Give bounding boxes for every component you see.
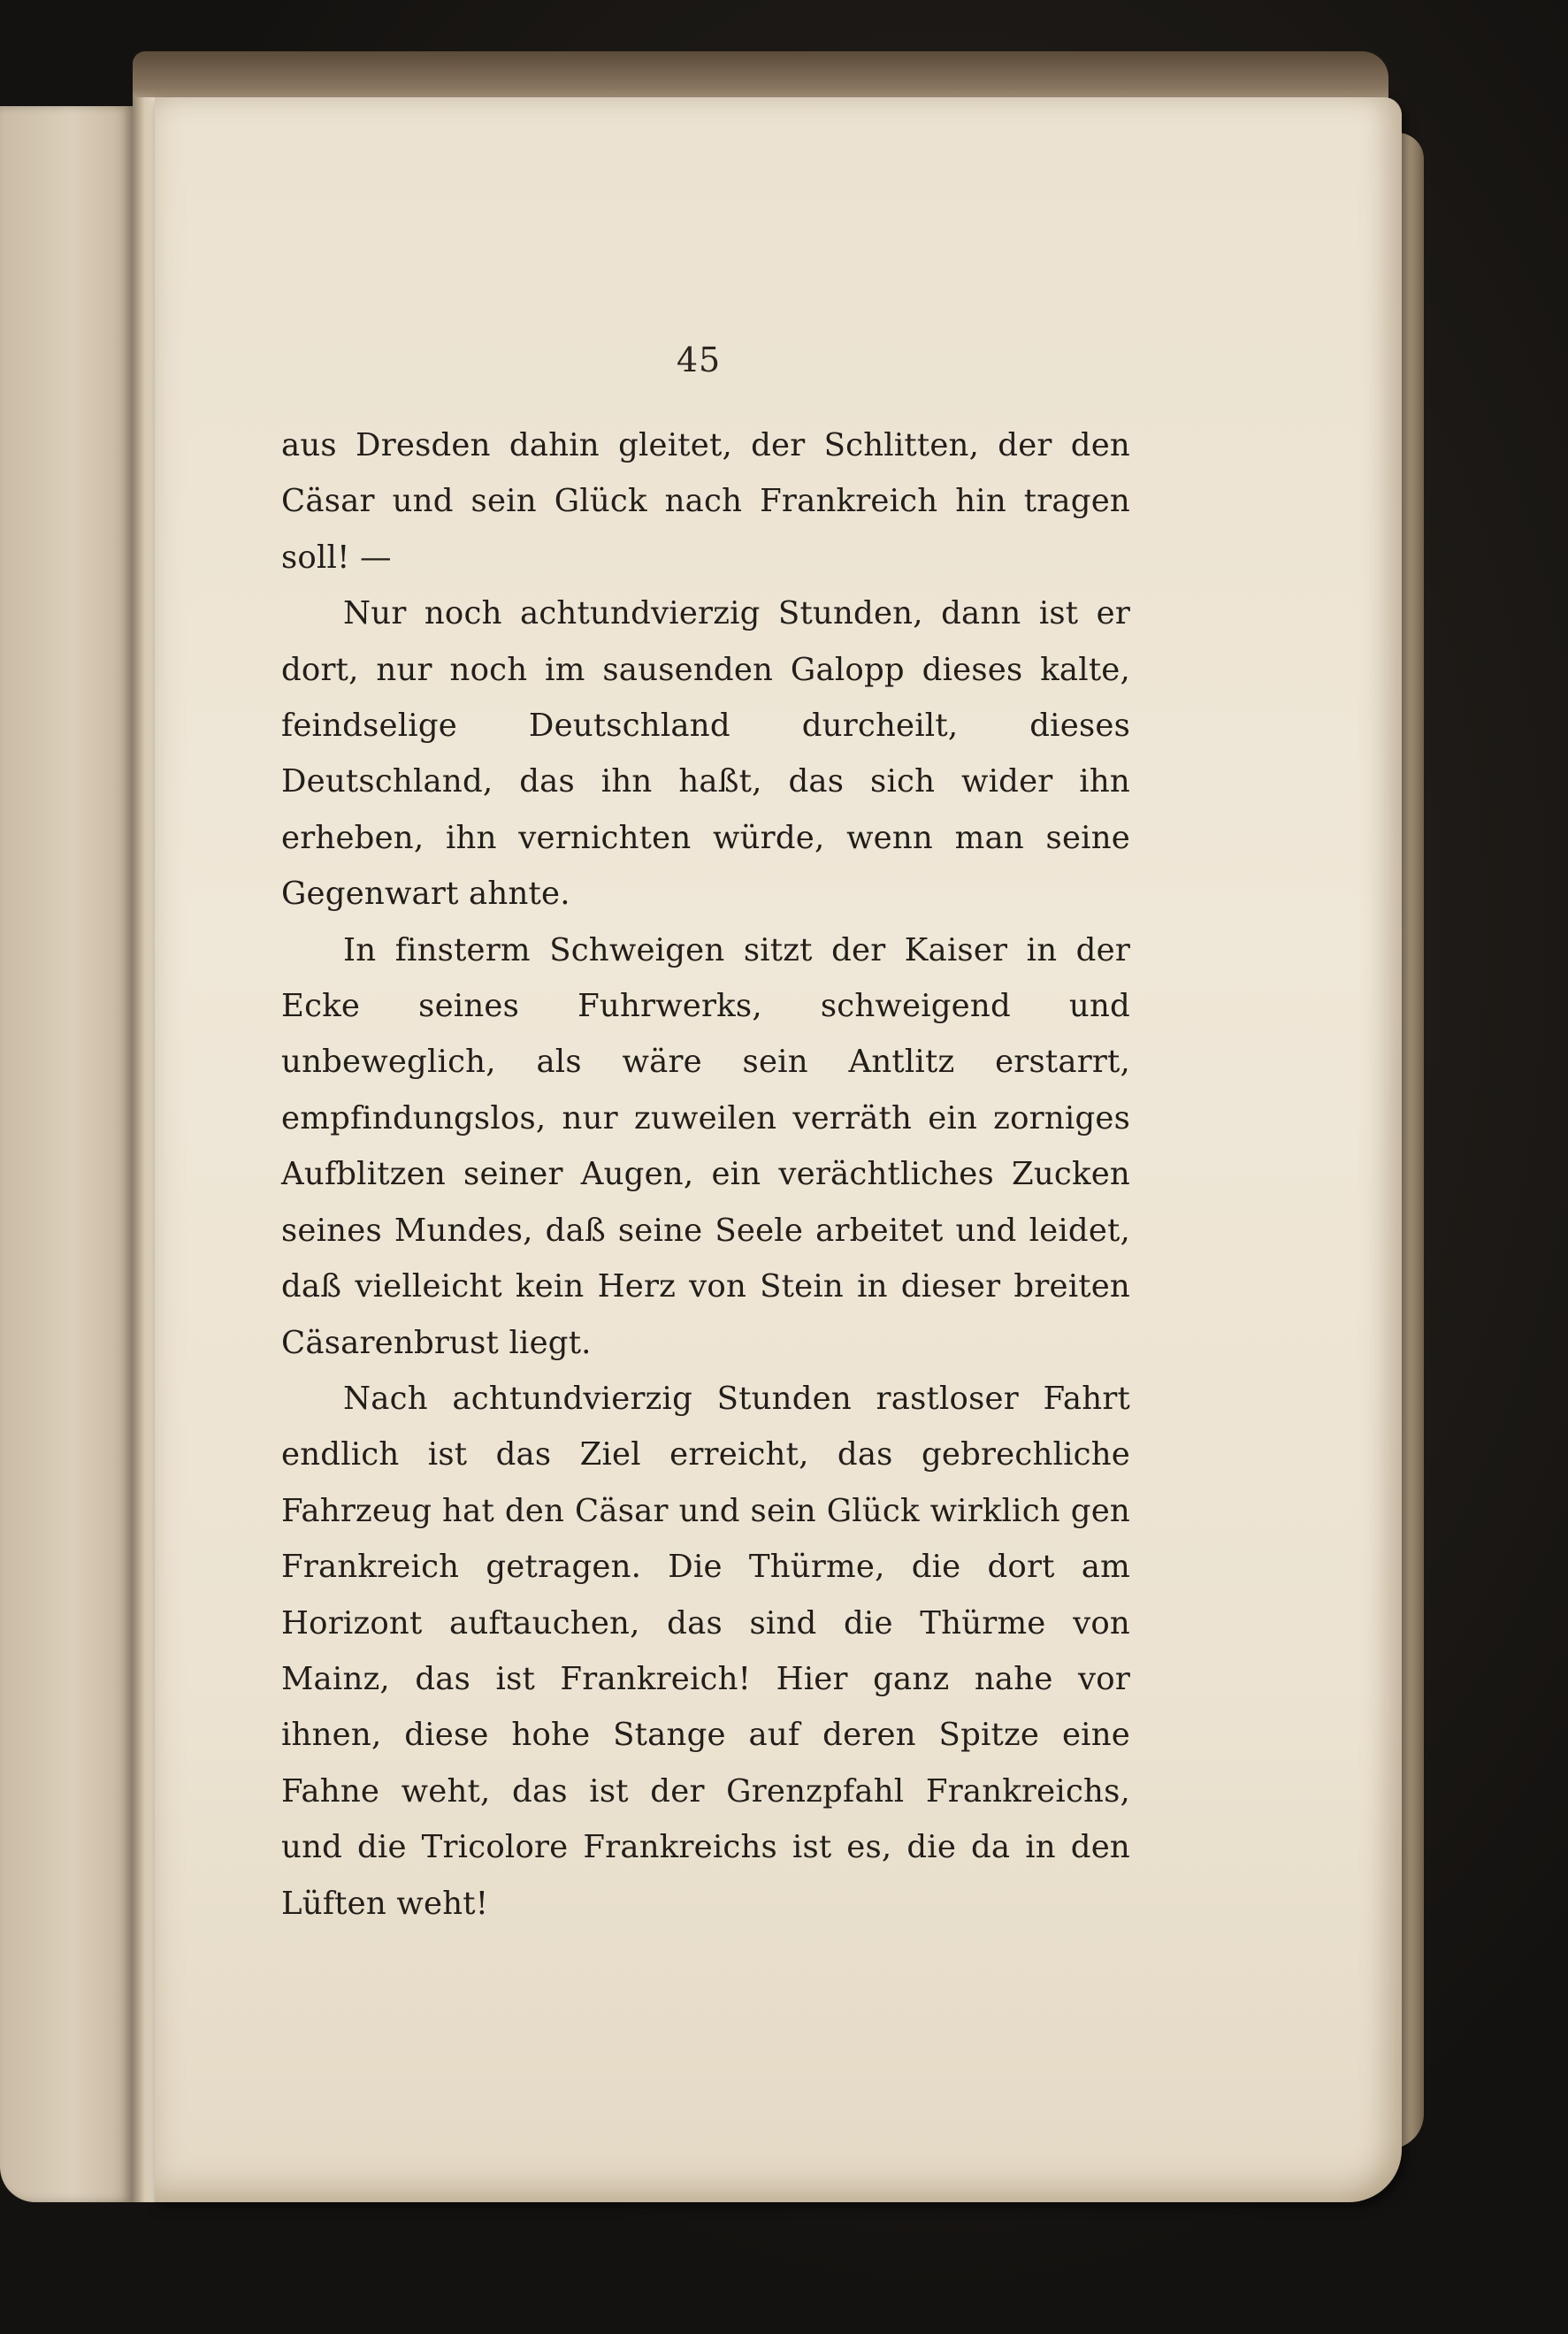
page-number: 45: [676, 341, 722, 379]
paragraph-1: aus Dresden dahin gleitet, der Schlitten, der den Cäsar und sein Glück nach Frankreich hin tragen soll! —: [281, 427, 1130, 576]
left-page-edge: [0, 106, 133, 2202]
page-text: [281, 417, 1130, 1932]
paragraph-2: Nur noch achtundvierzig Stunden, dann ist er dort, nur noch im sausenden Galopp dieses kalte, feindselige Deutschland durcheilt, dieses Deutschland, das ihn haßt, das sich wider ihn erheben, ihn vernichten würde, wenn man seine Gegenwart ahnte.: [281, 595, 1130, 913]
paragraph-4: Nach achtundvierzig Stunden rastloser Fahrt endlich ist das Ziel erreicht, das gebrechliche Fahrzeug hat den Cäsar und sein Glück wirklich gen Frankreich getragen. Die Thürme, die dort am Horizont auftauchen, das sind die Thürme von Mainz, das ist Frankreich! Hier ganz nahe vor ihnen, diese hohe Stange auf deren Spitze eine Fahne weht, das ist der Grenzpfahl Frankreichs, und die Tricolore Frankreichs ist es, die da in den Lüften weht!: [281, 1380, 1130, 1922]
paragraph-3: In finsterm Schweigen sitzt der Kaiser in der Ecke seines Fuhrwerks, schweigend und unbeweglich, als wäre sein Antlitz erstarrt, empfindungslos, nur zuweilen verräth ein zorniges Aufblitzen seiner Augen, ein verächtliches Zucken seines Mundes, daß seine Seele arbeitet und leidet, daß vielleicht kein Herz von Stein in dieser breiten Cäsarenbrust liegt.: [281, 931, 1130, 1361]
